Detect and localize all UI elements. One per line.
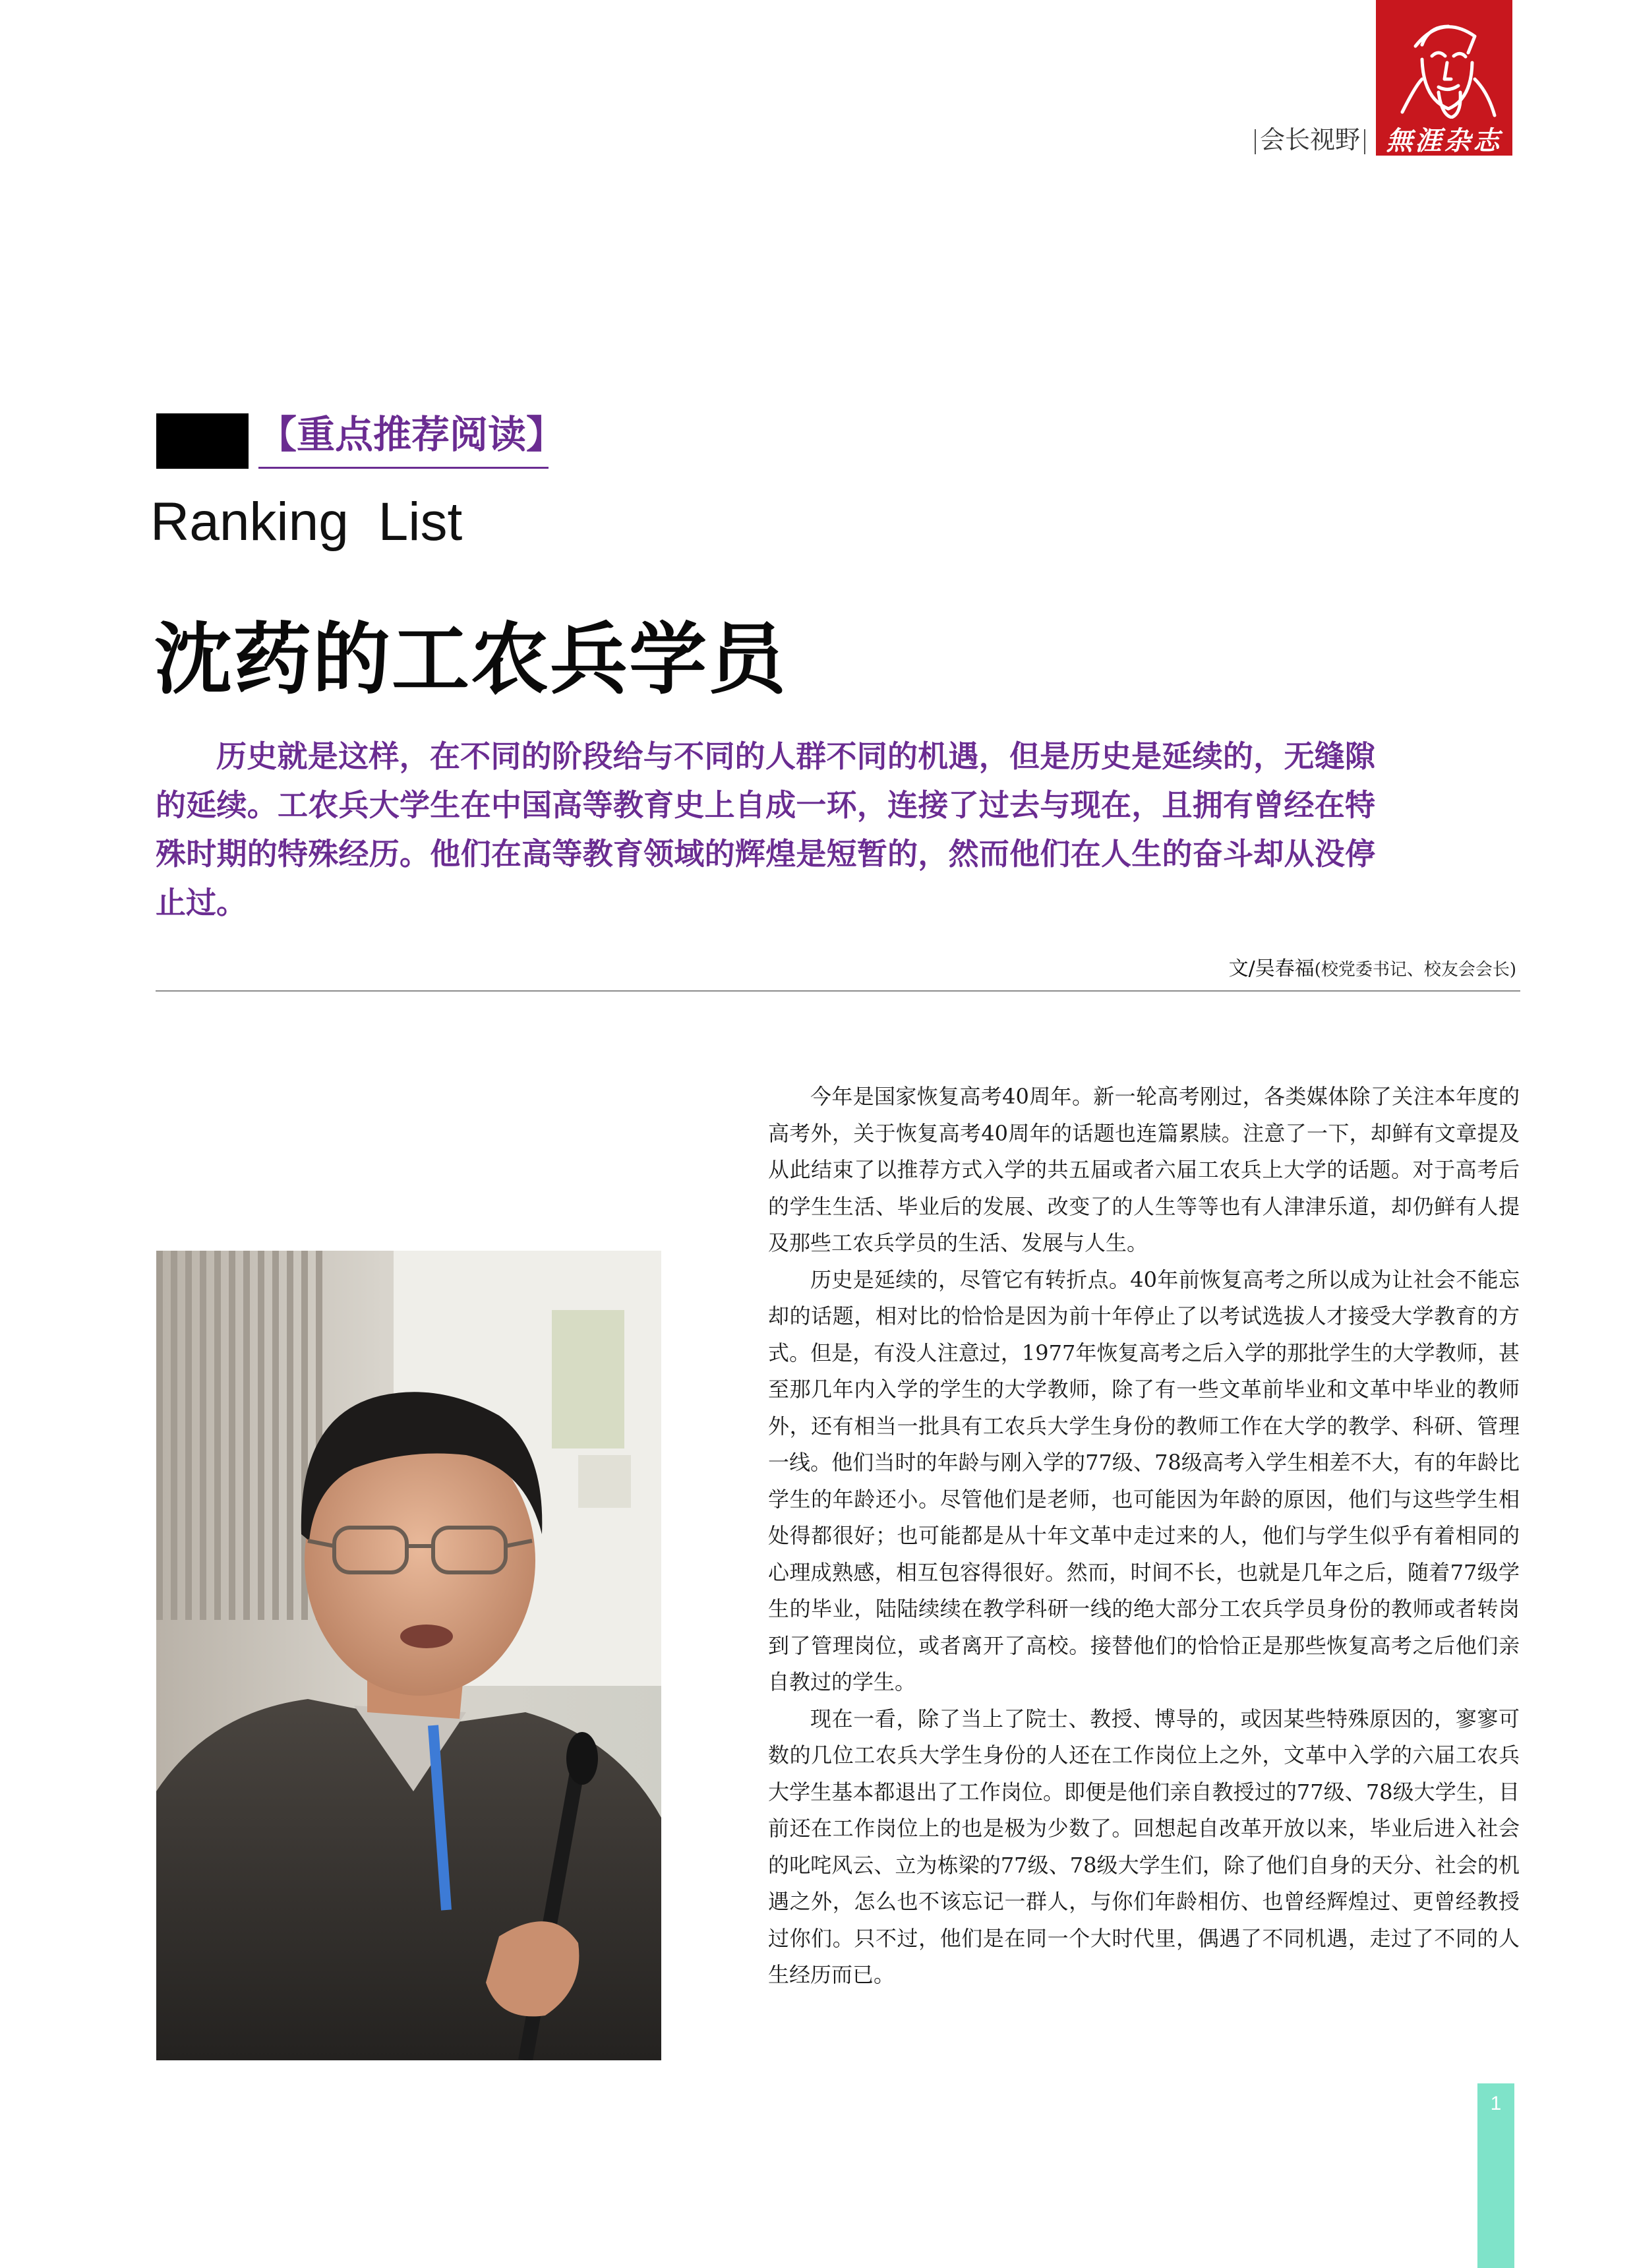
- body-paragraph: 现在一看，除了当上了院士、教授、博导的，或因某些特殊原因的，寥寥可数的几位工农兵大学生身份的人还在工作岗位上之外，文革中入学的六届工农兵大学生基本都退出了工作岗位。即便是他们亲自教授过的77级、78级大学生，目前还在工作岗位上的也是极为少数了。回想起自改革开放以来，毕业后进入社会的叱咤风云、立为栋梁的77级、78级大学生们，除了他们自身的天分、社会的机遇之外，怎么也不该忘记一群人，与你们年龄相仿、也曾经辉煌过、更曾经教授过你们。只不过，他们是在同一个大时代里，偶遇了不同机遇，走过了不同的人生经历而已。: [768, 1706, 1520, 1987]
- black-marker-block: [156, 413, 249, 469]
- body-paragraph: 历史是延续的，尽管它有转折点。40年前恢复高考之所以成为让社会不能忘却的话题，相对比的恰恰是因为前十年停止了以考试选拔人才接受大学教育的方式。但是，有没人注意过，1977年恢复高考之后入学的那批学生的大学教师，甚至那几年内入学的学生的大学教师，除了有一些文革前毕业和文革中毕业的教师外，还有相当一批具有工农兵大学生身份的教师工作在大学的教学、科研、管理一线。他们当时的年龄与刚入学的77级、78级高考入学生相差不大，有的年龄比学生的年龄还小。尽管他们是老师，也可能因为年龄的原因，他们与这些学生相处得都很好；也可能都是从十年文革中走过来的人，他们与学生似乎有着相同的心理成熟感，相互包容得很好。然而，时间不长，也就是几年之后，随着77级学生的毕业，陆陆续续在教学科研一线的绝大部分工农兵学员身份的教师或者转岗到了管理岗位，或者离开了高校。接替他们的恰恰正是那些恢复高考之后他们亲自教过的学生。: [768, 1267, 1520, 1694]
- byline: [1229, 952, 1516, 981]
- byline-author: 文/吴春福: [1228, 957, 1315, 980]
- byline-affiliation: (校党委书记、校友会会长): [1314, 960, 1516, 980]
- recommend-underline: [258, 467, 549, 469]
- divider-bar: [1255, 129, 1256, 154]
- article-body: [768, 1079, 1520, 1994]
- recommend-label: 【重点推荐阅读】: [258, 412, 565, 457]
- subtitle-en: Ranking List: [150, 492, 463, 552]
- section-label: [1251, 123, 1373, 157]
- page-number-tab: [1477, 2083, 1514, 2268]
- article-title: 沈药的工农兵学员: [154, 613, 788, 705]
- lead-paragraph: 历史就是这样，在不同的阶段给与不同的人群不同的机遇，但是历史是延续的，无缝隙的延续。工农兵大学生在中国高等教育史上自成一环，连接了过去与现在，且拥有曾经在特殊时期的特殊经历。他们在高等教育领域的辉煌是短暂的，然而他们在人生的奋斗却从没停止过。: [156, 738, 1375, 920]
- page-number: 1: [1490, 2093, 1502, 2114]
- logo-text: 無涯杂志: [1386, 125, 1502, 156]
- speaker-portrait-photo: [156, 1251, 661, 2060]
- section-label-text: 会长视野: [1260, 125, 1361, 154]
- section-divider: [156, 990, 1520, 992]
- magazine-logo: [1376, 0, 1512, 156]
- body-paragraph: 今年是国家恢复高考40周年。新一轮高考刚过，各类媒体除了关注本年度的高考外，关于恢复高考40周年的话题也连篇累牍。注意了一下，却鲜有文章提及从此结束了以推荐方式入学的共五届或者六届工农兵上大学的话题。对于高考后的学生生活、毕业后的发展、改变了的人生等等也有人津津乐道，却仍鲜有人提及那些工农兵学员的生活、发展与人生。: [768, 1084, 1520, 1255]
- scholar-portrait-icon: [1376, 0, 1512, 119]
- divider-bar: [1364, 129, 1365, 154]
